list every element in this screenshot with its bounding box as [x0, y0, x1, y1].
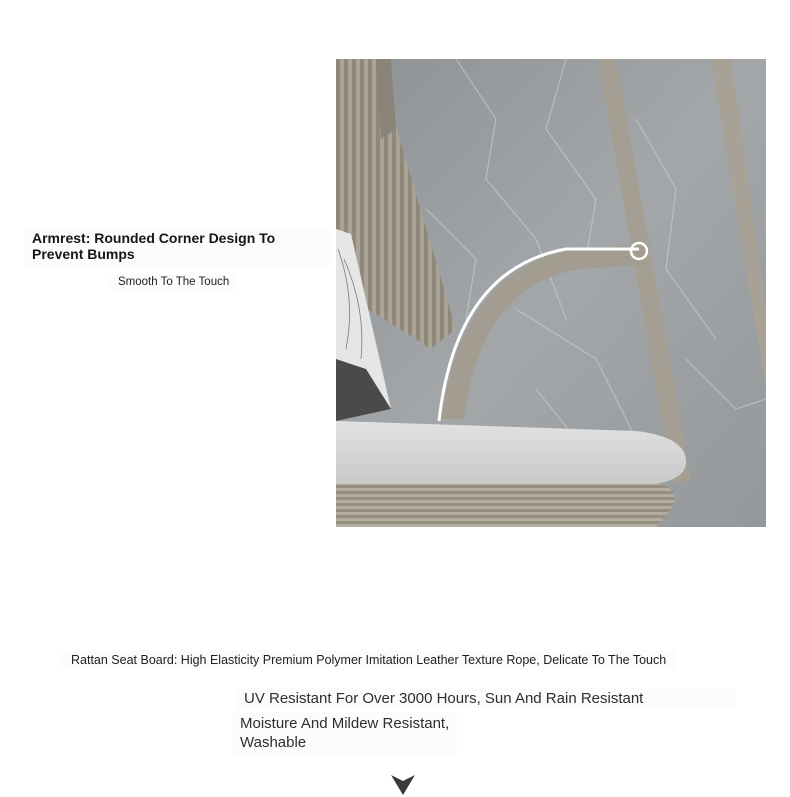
- moisture-block: [232, 712, 457, 754]
- moisture-text: Moisture And Mildew Resistant,: [240, 715, 450, 732]
- product-photo: [336, 59, 766, 527]
- seat-title: Rattan Seat Board: High Elasticity Premium Polymer Imitation Leather Texture Rope, Delicate To The Touch: [62, 650, 675, 670]
- armrest-title: Armrest: Rounded Corner Design To Prevent Bumps: [24, 226, 330, 266]
- uv-resistant-text: UV Resistant For Over 3000 Hours, Sun And Rain Resistant: [236, 688, 736, 709]
- seat-base-rattan: [336, 484, 674, 527]
- armrest-subtitle: Smooth To The Touch: [110, 274, 237, 290]
- washable-text: Washable: [240, 734, 307, 751]
- chair-illustration: [336, 59, 766, 527]
- down-arrow-icon[interactable]: [391, 775, 415, 795]
